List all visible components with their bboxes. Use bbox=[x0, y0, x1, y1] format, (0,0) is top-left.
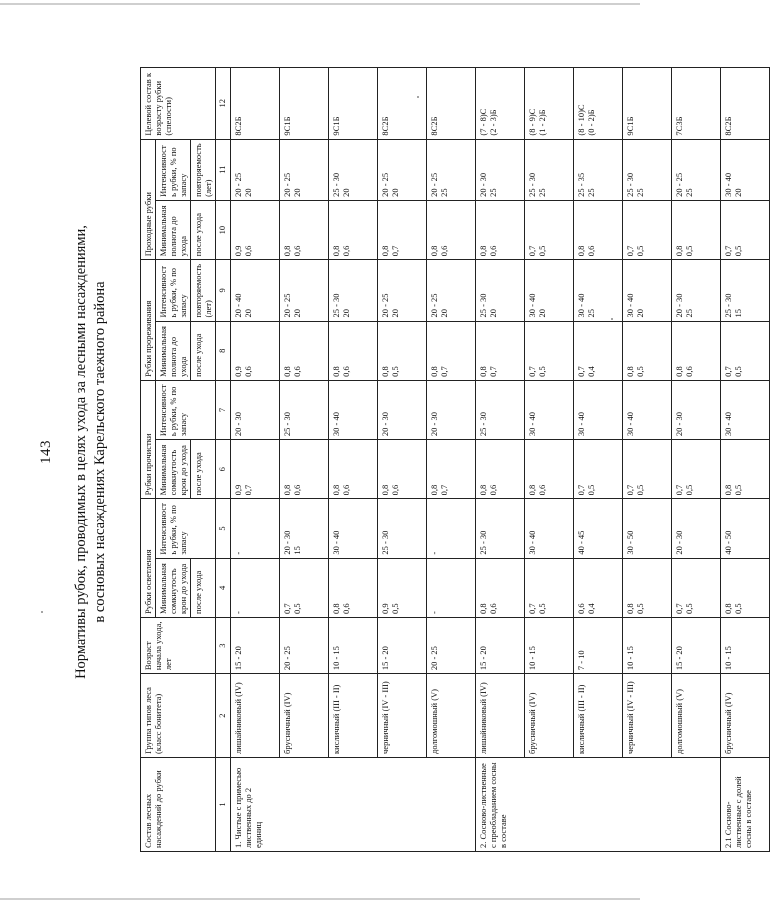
column-number: 3 bbox=[216, 617, 231, 673]
intensity-prohod-cell: 30 - 40 20 bbox=[721, 139, 770, 200]
intensity-prored-cell: 20 - 25 20 bbox=[280, 260, 329, 321]
min-density-prored-cell: 0,8 0,7 bbox=[427, 321, 476, 380]
age-cell: 10 - 15 bbox=[329, 617, 378, 673]
min-density-prored-cell: 0,9 0,6 bbox=[231, 321, 280, 380]
min-crowns-prochist-cell: 0,8 0,6 bbox=[329, 440, 378, 499]
min-crowns-osvetl-cell: 0,9 0,5 bbox=[378, 558, 427, 617]
intensity-osvetl-cell: 20 - 30 15 bbox=[280, 499, 329, 558]
age-cell: 10 - 15 bbox=[525, 617, 574, 673]
min-crowns-prochist-cell: 0,9 0,7 bbox=[231, 440, 280, 499]
intensity-osvetl-cell: 30 - 40 bbox=[525, 499, 574, 558]
min-density-prohod-cell: 0,8 0,6 bbox=[329, 200, 378, 259]
intensity-prohod-cell: 25 - 30 25 bbox=[623, 139, 672, 200]
min-density-prohod-cell: 0,8 0,6 bbox=[280, 200, 329, 259]
min-density-prohod-cell: 0,8 0,6 bbox=[427, 200, 476, 259]
target-composition-cell: 8С2Б bbox=[427, 68, 476, 140]
min-density-prohod-cell: 0,8 0,6 bbox=[574, 200, 623, 259]
min-crowns-osvetl-cell: 0,8 0,6 bbox=[329, 558, 378, 617]
header-intensity: Интенсивность рубки, % по запасу bbox=[156, 139, 191, 200]
min-crowns-osvetl-cell: 0,7 0,5 bbox=[280, 558, 329, 617]
header-min-crowns: Минимальная сомкнутость крон до ухода bbox=[156, 558, 191, 617]
intensity-prored-cell: 25 - 30 15 bbox=[721, 260, 770, 321]
column-number: 7 bbox=[216, 380, 231, 439]
min-density-prored-cell: 0,7 0,5 bbox=[721, 321, 770, 380]
forest-type-cell: брусничный (IV) bbox=[280, 674, 329, 758]
table-row bbox=[525, 68, 574, 852]
intensity-osvetl-cell: 25 - 30 bbox=[476, 499, 525, 558]
column-number: 4 bbox=[216, 558, 231, 617]
intensity-prohod-cell: 20 - 25 20 bbox=[378, 139, 427, 200]
forest-type-cell: лишайниковый (IV) bbox=[231, 674, 280, 758]
forest-type-cell: лишайниковый (IV) bbox=[476, 674, 525, 758]
target-composition-cell: 8С2Б bbox=[231, 68, 280, 140]
target-composition-cell: 8С2Б bbox=[378, 68, 427, 140]
intensity-prored-cell: 20 - 25 20 bbox=[427, 260, 476, 321]
column-number: 6 bbox=[216, 440, 231, 499]
intensity-prohod-cell: 20 - 25 20 bbox=[231, 139, 280, 200]
group-cell: 1. Чистые с примесью лиственных до 2 единиц bbox=[231, 757, 476, 851]
intensity-prochist-cell: 30 - 40 bbox=[329, 380, 378, 439]
table-row bbox=[427, 68, 476, 852]
header-min-density: Минимальная полнота до ухода bbox=[156, 321, 191, 380]
title-line: в сосновых насаждениях Карельского таежного района bbox=[92, 281, 108, 623]
intensity-prohod-cell: 20 - 25 25 bbox=[427, 139, 476, 200]
target-composition-cell: 7С3Б bbox=[672, 68, 721, 140]
table-row bbox=[574, 68, 623, 852]
forest-type-cell: брусничный (IV) bbox=[721, 674, 770, 758]
intensity-prored-cell: 30 - 40 20 bbox=[623, 260, 672, 321]
forest-type-cell: долгомошный (V) bbox=[672, 674, 721, 758]
document-title bbox=[72, 12, 110, 892]
forest-type-cell: долгомошный (V) bbox=[427, 674, 476, 758]
page-number: 143 bbox=[38, 440, 54, 464]
intensity-osvetl-cell: 25 - 30 bbox=[378, 499, 427, 558]
intensity-prohod-cell: 20 - 25 25 bbox=[672, 139, 721, 200]
min-density-prored-cell: 0,8 0,5 bbox=[378, 321, 427, 380]
table-row bbox=[378, 68, 427, 852]
target-composition-cell: 9С1Б bbox=[280, 68, 329, 140]
table-row bbox=[721, 68, 770, 852]
header-after: после ухода bbox=[191, 321, 216, 380]
min-crowns-prochist-cell: 0,8 0,6 bbox=[280, 440, 329, 499]
intensity-prochist-cell: 30 - 40 bbox=[623, 380, 672, 439]
intensity-prored-cell: 25 - 30 20 bbox=[329, 260, 378, 321]
forest-type-cell: брусничный (IV) bbox=[525, 674, 574, 758]
header-forest-type: Группа типов леса (класс бонитета) bbox=[141, 674, 216, 758]
min-density-prored-cell: 0,8 0,7 bbox=[476, 321, 525, 380]
intensity-prored-cell: 20 - 30 25 bbox=[672, 260, 721, 321]
min-crowns-osvetl-cell: 0,7 0,5 bbox=[525, 558, 574, 617]
forest-type-cell: черничный (IV - III) bbox=[378, 674, 427, 758]
age-cell: 10 - 15 bbox=[721, 617, 770, 673]
age-cell: 20 - 25 bbox=[427, 617, 476, 673]
min-crowns-osvetl-cell: 0,8 0,6 bbox=[476, 558, 525, 617]
header-after: после ухода bbox=[191, 200, 216, 259]
norms-table bbox=[140, 67, 770, 852]
intensity-prored-cell: 30 - 40 20 bbox=[525, 260, 574, 321]
column-number: 1 bbox=[216, 757, 231, 851]
header-prored: Рубки прореживания bbox=[141, 260, 156, 381]
target-composition-cell: 9С1Б bbox=[329, 68, 378, 140]
target-composition-cell: 8С2Б bbox=[721, 68, 770, 140]
min-density-prohod-cell: 0,8 0,5 bbox=[672, 200, 721, 259]
min-crowns-osvetl-cell: 0,7 0,5 bbox=[672, 558, 721, 617]
min-density-prohod-cell: 0,9 0,6 bbox=[231, 200, 280, 259]
scan-edge-top bbox=[0, 3, 640, 5]
min-crowns-prochist-cell: 0,7 0,5 bbox=[574, 440, 623, 499]
table-row bbox=[623, 68, 672, 852]
header-group: Состав лесных насаждений до рубки bbox=[141, 757, 216, 851]
column-number-row bbox=[216, 68, 231, 852]
group-cell: 2.1 Сосново-лиственные с долей сосны в составе bbox=[721, 757, 770, 851]
intensity-prohod-cell: 25 - 30 20 bbox=[329, 139, 378, 200]
min-crowns-prochist-cell: 0,8 0,6 bbox=[525, 440, 574, 499]
header-intensity: Интенсивность рубки, % по запасу bbox=[156, 380, 216, 439]
min-density-prored-cell: 0,7 0,5 bbox=[525, 321, 574, 380]
header-min-crowns: Минимальная сомкнутость крон до ухода bbox=[156, 440, 191, 499]
intensity-prochist-cell: 20 - 30 bbox=[231, 380, 280, 439]
intensity-prochist-cell: 25 - 30 bbox=[476, 380, 525, 439]
header-osvetl: Рубки осветления bbox=[141, 499, 156, 618]
header-after: после ухода bbox=[191, 558, 216, 617]
column-number: 12 bbox=[216, 68, 231, 140]
intensity-prored-cell: 25 - 30 20 bbox=[476, 260, 525, 321]
column-number: 9 bbox=[216, 260, 231, 321]
group-cell: 2. Сосново-лиственные с преобладанием сосны в составе bbox=[476, 757, 721, 851]
rotated-page bbox=[20, 12, 753, 892]
intensity-osvetl-cell: - bbox=[231, 499, 280, 558]
min-density-prored-cell: 0,7 0,4 bbox=[574, 321, 623, 380]
table-row bbox=[672, 68, 721, 852]
header-prochist: Рубки прочистки bbox=[141, 380, 156, 499]
intensity-osvetl-cell: 40 - 45 bbox=[574, 499, 623, 558]
forest-type-cell: кисличный (III - II) bbox=[329, 674, 378, 758]
age-cell: 10 - 15 bbox=[623, 617, 672, 673]
target-composition-cell: 9С1Б bbox=[623, 68, 672, 140]
forest-type-cell: кисличный (III - II) bbox=[574, 674, 623, 758]
min-crowns-prochist-cell: 0,7 0,5 bbox=[623, 440, 672, 499]
age-cell: 15 - 20 bbox=[476, 617, 525, 673]
intensity-prohod-cell: 20 - 25 20 bbox=[280, 139, 329, 200]
min-density-prored-cell: 0,8 0,5 bbox=[623, 321, 672, 380]
forest-type-cell: черничный (IV - III) bbox=[623, 674, 672, 758]
intensity-prored-cell: 20 - 40 20 bbox=[231, 260, 280, 321]
header-after: после ухода bbox=[191, 440, 216, 499]
min-density-prored-cell: 0,8 0,6 bbox=[280, 321, 329, 380]
header-target: Целевой состав к возрасту рубки (спелости) bbox=[141, 68, 216, 140]
intensity-osvetl-cell: 20 - 30 bbox=[672, 499, 721, 558]
intensity-osvetl-cell: - bbox=[427, 499, 476, 558]
intensity-prored-cell: 20 - 25 20 bbox=[378, 260, 427, 321]
intensity-prohod-cell: 25 - 30 25 bbox=[525, 139, 574, 200]
min-crowns-osvetl-cell: - bbox=[231, 558, 280, 617]
min-crowns-osvetl-cell: 0,8 0,5 bbox=[623, 558, 672, 617]
min-density-prohod-cell: 0,7 0,5 bbox=[525, 200, 574, 259]
header-repeat: повторяемость (лет) bbox=[191, 260, 216, 321]
age-cell: 15 - 20 bbox=[672, 617, 721, 673]
min-crowns-prochist-cell: 0,8 0,6 bbox=[378, 440, 427, 499]
min-density-prohod-cell: 0,7 0,5 bbox=[721, 200, 770, 259]
column-number: 5 bbox=[216, 499, 231, 558]
intensity-osvetl-cell: 40 - 50 bbox=[721, 499, 770, 558]
header-repeat: повторяемость (лет) bbox=[191, 139, 216, 200]
min-crowns-osvetl-cell: 0,8 0,5 bbox=[721, 558, 770, 617]
column-number: 8 bbox=[216, 321, 231, 380]
target-composition-cell: (8 - 9)С (1 - 2)Б bbox=[525, 68, 574, 140]
min-density-prohod-cell: 0,8 0,6 bbox=[476, 200, 525, 259]
header-age: Возраст начала ухода, лет bbox=[141, 617, 216, 673]
min-crowns-osvetl-cell: 0,6 0,4 bbox=[574, 558, 623, 617]
intensity-prohod-cell: 20 - 30 25 bbox=[476, 139, 525, 200]
min-crowns-prochist-cell: 0,8 0,5 bbox=[721, 440, 770, 499]
min-crowns-prochist-cell: 0,7 0,5 bbox=[672, 440, 721, 499]
target-composition-cell: (8 - 10)С (0 - 2)Б bbox=[574, 68, 623, 140]
header-min-density: Минимальная полнота до ухода bbox=[156, 200, 191, 259]
intensity-prored-cell: 30 - 40 25 bbox=[574, 260, 623, 321]
header-intensity: Интенсивность рубки, % по запасу bbox=[156, 499, 216, 558]
intensity-prochist-cell: 25 - 30 bbox=[280, 380, 329, 439]
age-cell: 15 - 20 bbox=[231, 617, 280, 673]
age-cell: 7 - 10 bbox=[574, 617, 623, 673]
intensity-prochist-cell: 20 - 30 bbox=[672, 380, 721, 439]
intensity-osvetl-cell: 30 - 50 bbox=[623, 499, 672, 558]
table-row bbox=[476, 68, 525, 852]
age-cell: 20 - 25 bbox=[280, 617, 329, 673]
intensity-prochist-cell: 30 - 40 bbox=[525, 380, 574, 439]
min-density-prohod-cell: 0,7 0,5 bbox=[623, 200, 672, 259]
table-row bbox=[329, 68, 378, 852]
age-cell: 15 - 20 bbox=[378, 617, 427, 673]
target-composition-cell: (7 - 8)С (2 - 3)Б bbox=[476, 68, 525, 140]
table-body bbox=[231, 68, 770, 852]
min-crowns-osvetl-cell: - bbox=[427, 558, 476, 617]
min-crowns-prochist-cell: 0,8 0,6 bbox=[476, 440, 525, 499]
intensity-prochist-cell: 20 - 30 bbox=[427, 380, 476, 439]
title-line: Нормативы рубок, проводимых в целях ухода за лесными насаждениями, bbox=[73, 225, 89, 679]
min-density-prohod-cell: 0,8 0,7 bbox=[378, 200, 427, 259]
table-row bbox=[280, 68, 329, 852]
table-row bbox=[231, 68, 280, 852]
intensity-osvetl-cell: 30 - 40 bbox=[329, 499, 378, 558]
min-density-prored-cell: 0,8 0,6 bbox=[672, 321, 721, 380]
column-number: 10 bbox=[216, 200, 231, 259]
column-number: 11 bbox=[216, 139, 231, 200]
intensity-prohod-cell: 25 - 35 25 bbox=[574, 139, 623, 200]
header-prohod: Проходные рубки bbox=[141, 139, 156, 260]
intensity-prochist-cell: 20 - 30 bbox=[378, 380, 427, 439]
column-number: 2 bbox=[216, 674, 231, 758]
header-intensity: Интенсивность рубки, % по запасу bbox=[156, 260, 191, 321]
min-density-prored-cell: 0,8 0,6 bbox=[329, 321, 378, 380]
intensity-prochist-cell: 30 - 40 bbox=[721, 380, 770, 439]
intensity-prochist-cell: 30 - 40 bbox=[574, 380, 623, 439]
scan-edge-bottom bbox=[0, 898, 640, 900]
min-crowns-prochist-cell: 0,8 0,7 bbox=[427, 440, 476, 499]
